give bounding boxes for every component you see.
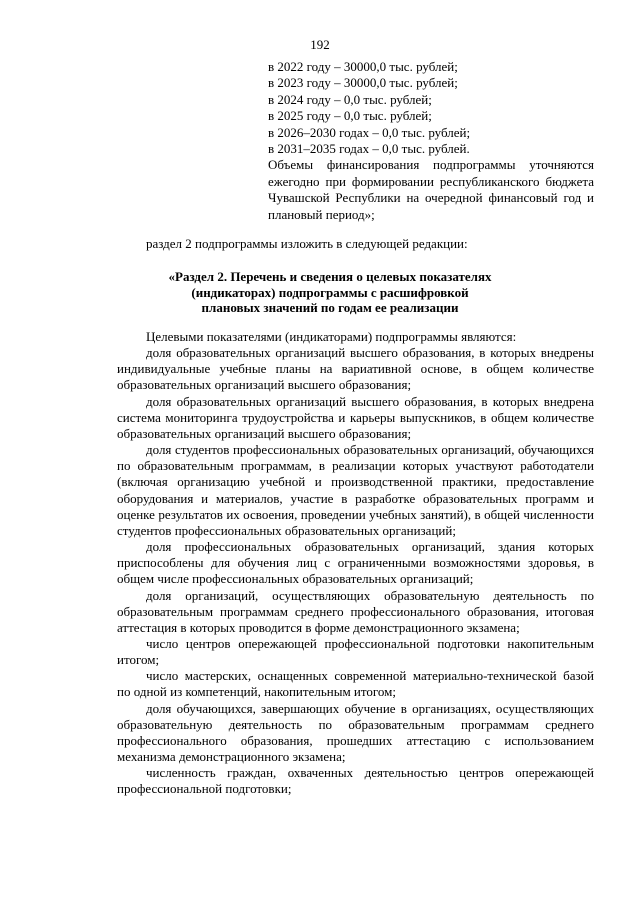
funding-line: в 2022 году – 30000,0 тыс. рублей; bbox=[268, 59, 458, 74]
funding-line: в 2025 году – 0,0 тыс. рублей; bbox=[268, 108, 432, 124]
section-title bbox=[130, 269, 530, 316]
funding-note: Объемы финансирования подпрограммы уточняются ежегодно при формировании республиканского бюджета Чувашской Республики на очередной финансовый год и плановый период»; bbox=[268, 157, 594, 222]
indicator-item: число мастерских, оснащенных современной материально-технической базой по одной из компетенций, накопительным итогом; bbox=[117, 668, 594, 700]
indicator-item: доля обучающихся, завершающих обучение в организациях, осуществляющих образовательную деятельность по образовательным программам среднего профессионального образования, прошедших аттестацию с использованием механизма демонстрационного экзамена; bbox=[117, 700, 594, 765]
indicator-item: доля организаций, осуществляющих образовательную деятельность по образовательным программам среднего профессионального образования, итоговая аттестация в которых проводится в форме демонстрационного экзамена; bbox=[117, 587, 594, 635]
funding-line: в 2031–2035 годах – 0,0 тыс. рублей. bbox=[268, 141, 470, 157]
funding-line: в 2024 году – 0,0 тыс. рублей; bbox=[268, 91, 432, 107]
amendment-instruction: раздел 2 подпрограммы изложить в следующей редакции: bbox=[146, 236, 468, 251]
indicators-body bbox=[117, 329, 594, 798]
indicator-item: число центров опережающей профессиональной подготовки накопительным итогом; bbox=[117, 635, 594, 668]
funding-line: в 2026–2030 годах – 0,0 тыс. рублей; bbox=[268, 124, 471, 140]
indicator-item: доля образовательных организаций высшего образования, в которых внедрены индивидуальные учебные планы на вариативной основе, в общем количестве образовательных организаций высшего образования; bbox=[117, 345, 594, 393]
funding-line: в 2023 году – 30000,0 тыс. рублей; bbox=[268, 75, 458, 91]
section-title-line: (индикаторах) подпрограммы с расшифровкой bbox=[191, 284, 469, 300]
indicator-item: доля образовательных организаций высшего образования, в которых внедрена система мониторинга трудоустройства и карьеры выпускников, в общем количестве образовательных организаций высшего образования; bbox=[117, 393, 594, 441]
indicator-item: доля профессиональных образовательных организаций, здания которых приспособлены для обучения лиц с ограниченными возможностями здоровья, в общем числе профессиональных образовательных организаций; bbox=[117, 539, 594, 587]
funding-block bbox=[268, 59, 594, 223]
section-title-line: «Раздел 2. Перечень и сведения о целевых показателях bbox=[168, 269, 492, 284]
indicators-intro: Целевыми показателями (индикаторами) подпрограммы являются: bbox=[146, 329, 517, 344]
page-number: 192 bbox=[310, 37, 330, 52]
indicator-item: численность граждан, охваченных деятельностью центров опережающей профессиональной подготовки; bbox=[117, 765, 594, 797]
section-title-line: плановых значений по годам ее реализации bbox=[201, 300, 459, 316]
indicator-item: доля студентов профессиональных образовательных организаций, обучающихся по образовательным программам, в реализации которых участвуют работодатели (включая организацию учебной и производственной практики, предоставление оборудования и материалов, участие в разработке образовательных программ и оценке результатов их освоения, проведении учебных занятий), в общей численности студентов профессиональных образовательных организаций; bbox=[117, 442, 594, 538]
